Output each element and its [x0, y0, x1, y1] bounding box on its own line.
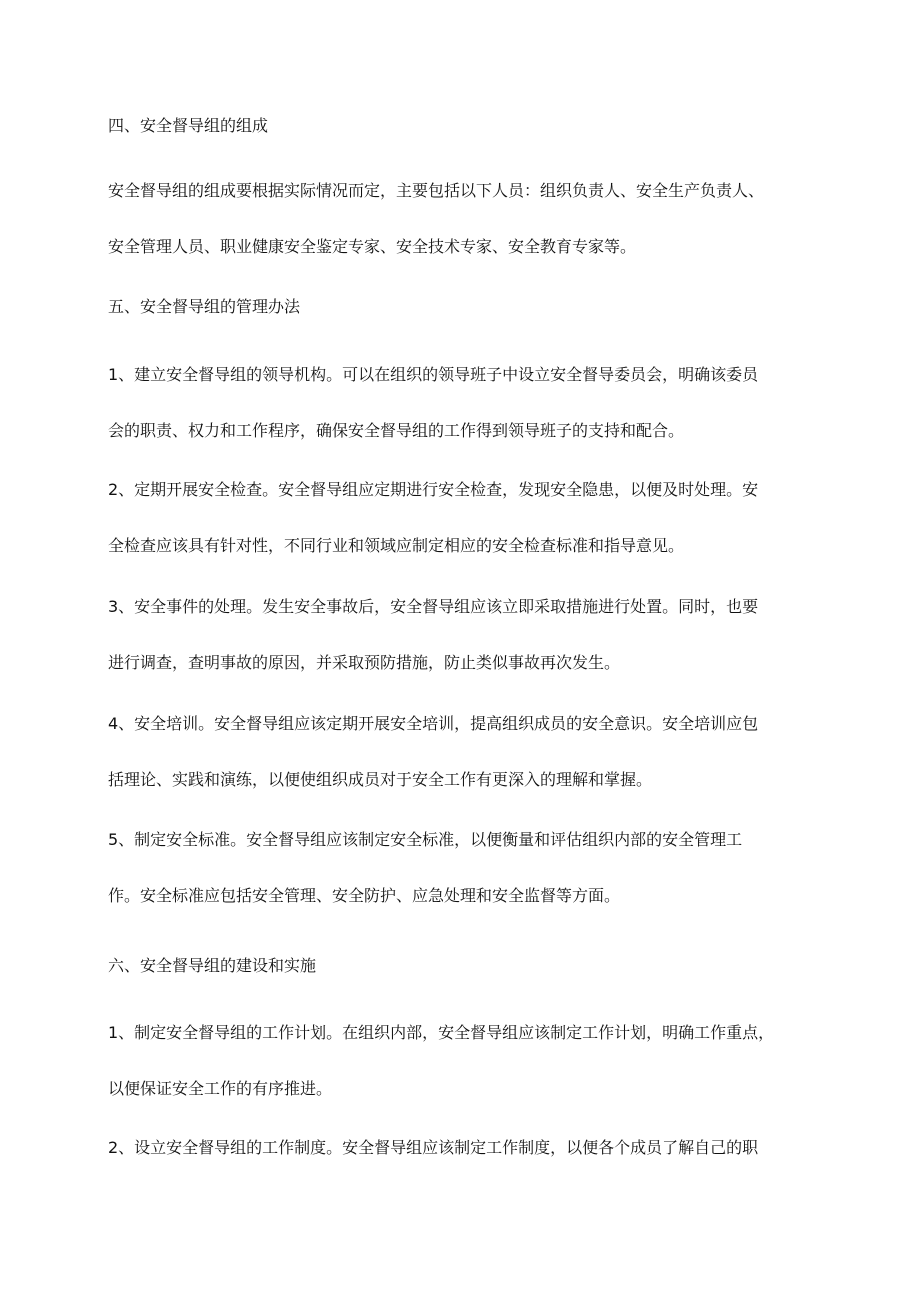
text-line: 2、定期开展安全检查。安全督导组应定期进行安全检查，发现安全隐患，以便及时处理。安 [108, 480, 759, 499]
text-line: 会的职责、权力和工作程序，确保安全督导组的工作得到领导班子的支持和配合。 [108, 421, 685, 440]
paragraph [108, 1025, 808, 1097]
paragraph [108, 716, 808, 788]
section-heading [108, 299, 808, 315]
text-line: 括理论、实践和演练，以便使组织成员对于安全工作有更深入的理解和掌握。 [108, 770, 653, 789]
text-line: 3、安全事件的处理。发生安全事故后，安全督导组应该立即采取措施进行处置。同时，也要 [108, 597, 759, 616]
text-line: 1、建立安全督导组的领导机构。可以在组织的领导班子中设立安全督导委员会，明确该委员 [108, 365, 759, 384]
text-line: 2、设立安全督导组的工作制度。安全督导组应该制定工作制度，以便各个成员了解自己的职 [108, 1138, 759, 1157]
paragraph [108, 599, 808, 671]
text-line: 安全管理人员、职业健康安全鉴定专家、安全技术专家、安全教育专家等。 [108, 237, 637, 256]
text-line: 以便保证安全工作的有序推进。 [108, 1079, 333, 1098]
paragraph [108, 183, 808, 255]
section-heading [108, 958, 808, 974]
text-line: 5、制定安全标准。安全督导组应该制定安全标准，以便衡量和评估组织内部的安全管理工 [108, 830, 743, 849]
text-line: 安全督导组的组成要根据实际情况而定，主要包括以下人员：组织负责人、安全生产负责人、 [108, 181, 765, 200]
section-heading [108, 118, 808, 134]
text-line: 4、安全培训。安全督导组应该定期开展安全培训，提高组织成员的安全意识。安全培训应包 [108, 714, 759, 733]
paragraph [108, 832, 808, 904]
text-line: 1、制定安全督导组的工作计划。在组织内部，安全督导组应该制定工作计划，明确工作重点， [108, 1023, 775, 1042]
text-line: 六、安全督导组的建设和实施 [108, 956, 317, 975]
text-line: 五、安全督导组的管理办法 [108, 297, 301, 316]
paragraph [108, 482, 808, 554]
text-line: 作。安全标准应包括安全管理、安全防护、应急处理和安全监督等方面。 [108, 886, 621, 905]
text-line: 全检查应该具有针对性，不同行业和领域应制定相应的安全检查标准和指导意见。 [108, 536, 685, 555]
paragraph [108, 1140, 808, 1156]
paragraph [108, 367, 808, 439]
text-line: 四、安全督导组的组成 [108, 116, 269, 135]
text-line: 进行调查，查明事故的原因，并采取预防措施，防止类似事故再次发生。 [108, 653, 621, 672]
